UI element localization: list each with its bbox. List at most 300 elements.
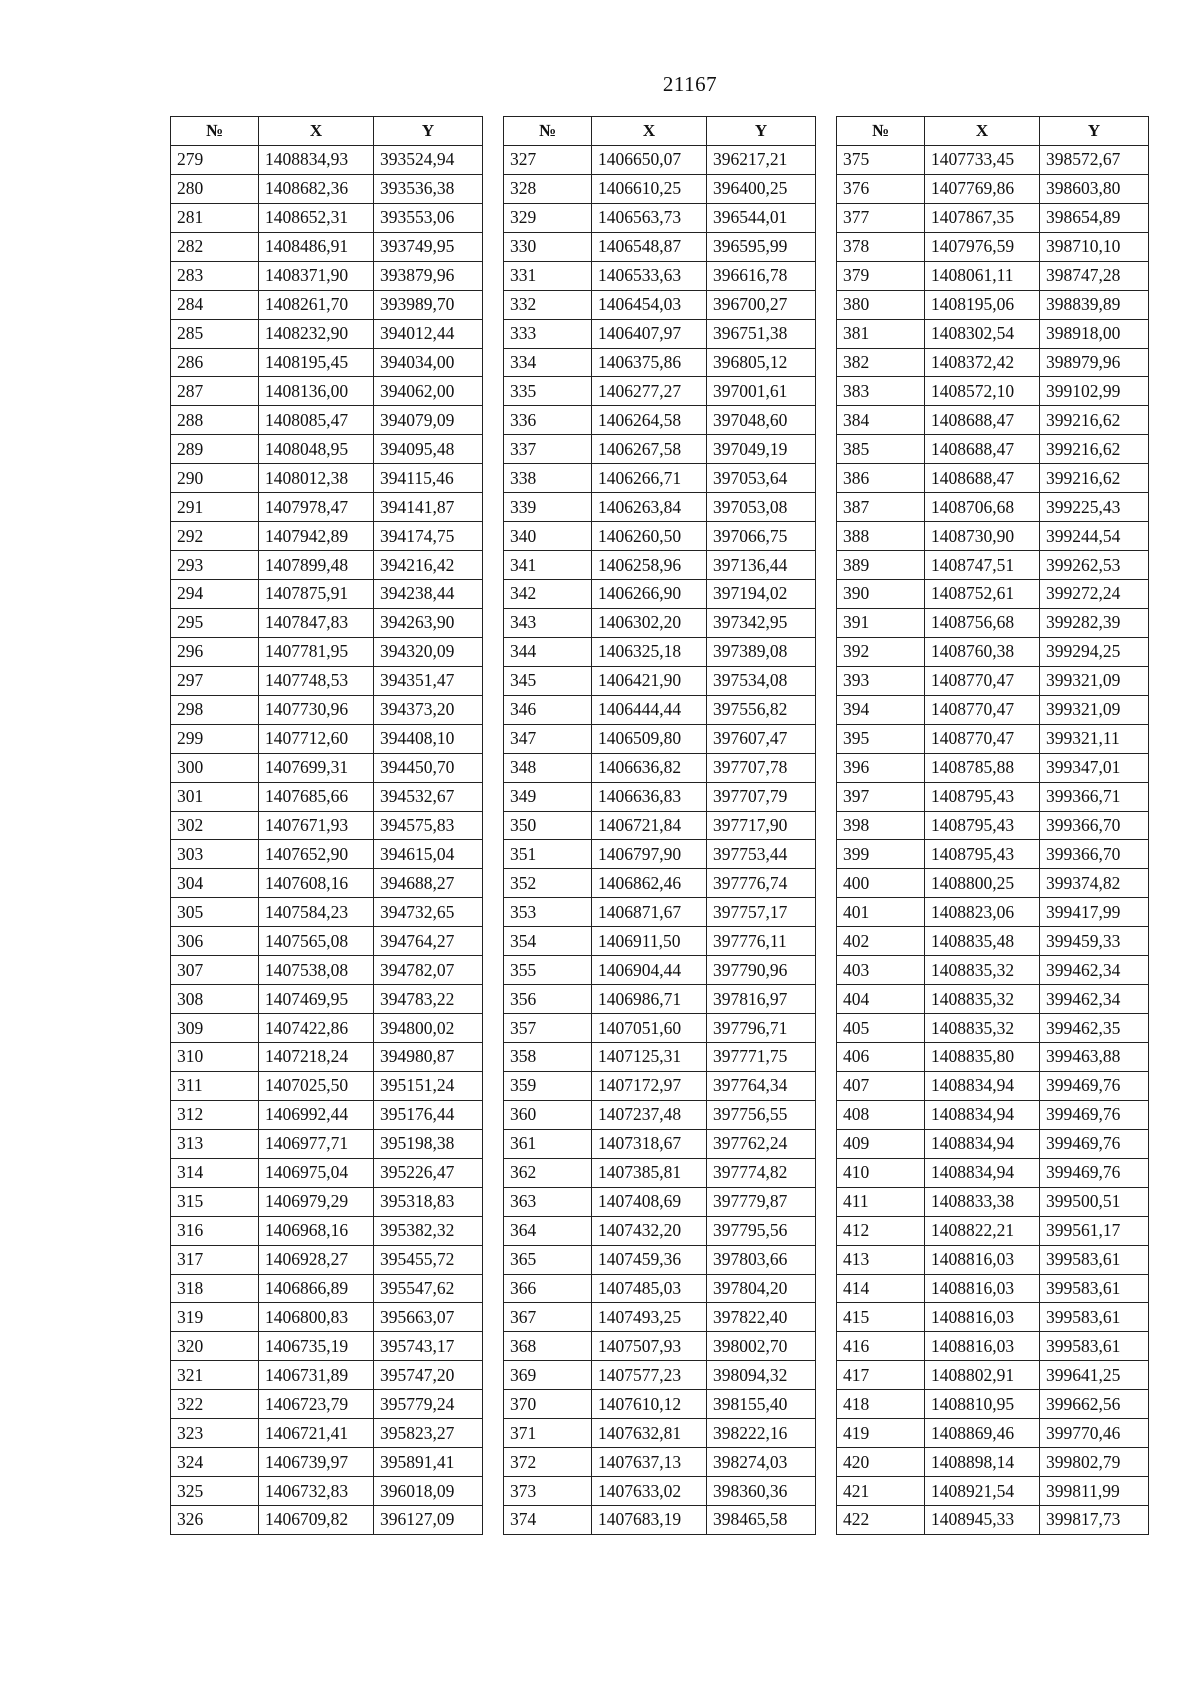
cell-y: 397822,40 bbox=[707, 1303, 816, 1332]
cell-x: 1407632,81 bbox=[592, 1419, 707, 1448]
table-row bbox=[504, 811, 816, 840]
table-row bbox=[504, 290, 816, 319]
cell-x: 1408760,38 bbox=[925, 637, 1040, 666]
cell-x: 1408012,38 bbox=[259, 464, 374, 493]
cell-number: 333 bbox=[504, 319, 592, 348]
table-row bbox=[504, 608, 816, 637]
cell-y: 399321,09 bbox=[1040, 666, 1149, 695]
cell-y: 399321,11 bbox=[1040, 724, 1149, 753]
cell-number: 398 bbox=[837, 811, 925, 840]
cell-number: 375 bbox=[837, 145, 925, 174]
cell-y: 398155,40 bbox=[707, 1390, 816, 1419]
cell-y: 396217,21 bbox=[707, 145, 816, 174]
cell-y: 399272,24 bbox=[1040, 580, 1149, 609]
table-row bbox=[504, 956, 816, 985]
cell-y: 394174,75 bbox=[374, 522, 483, 551]
table-row bbox=[171, 145, 483, 174]
table-row bbox=[171, 637, 483, 666]
cell-x: 1408195,06 bbox=[925, 290, 1040, 319]
cell-y: 399583,61 bbox=[1040, 1274, 1149, 1303]
cell-number: 405 bbox=[837, 1014, 925, 1043]
cell-x: 1406797,90 bbox=[592, 840, 707, 869]
cell-x: 1406739,97 bbox=[259, 1448, 374, 1477]
cell-number: 283 bbox=[171, 261, 259, 290]
table-row bbox=[837, 261, 1149, 290]
cell-x: 1407712,60 bbox=[259, 724, 374, 753]
cell-number: 387 bbox=[837, 493, 925, 522]
cell-x: 1408770,47 bbox=[925, 695, 1040, 724]
cell-number: 345 bbox=[504, 666, 592, 695]
table-row bbox=[171, 464, 483, 493]
table-row bbox=[171, 406, 483, 435]
table-row bbox=[504, 695, 816, 724]
cell-x: 1408085,47 bbox=[259, 406, 374, 435]
cell-y: 397707,79 bbox=[707, 782, 816, 811]
table-row bbox=[171, 666, 483, 695]
table-row bbox=[837, 1274, 1149, 1303]
cell-y: 399462,35 bbox=[1040, 1014, 1149, 1043]
table-row bbox=[171, 1071, 483, 1100]
cell-y: 397389,08 bbox=[707, 637, 816, 666]
cell-x: 1406563,73 bbox=[592, 203, 707, 232]
table-row bbox=[837, 1245, 1149, 1274]
cell-y: 394800,02 bbox=[374, 1014, 483, 1043]
cell-y: 396018,09 bbox=[374, 1477, 483, 1506]
table-row bbox=[171, 1448, 483, 1477]
cell-y: 399366,70 bbox=[1040, 811, 1149, 840]
cell-x: 1408816,03 bbox=[925, 1274, 1040, 1303]
cell-x: 1408136,00 bbox=[259, 377, 374, 406]
table-row bbox=[504, 406, 816, 435]
cell-y: 393553,06 bbox=[374, 203, 483, 232]
table-row bbox=[504, 1477, 816, 1506]
cell-x: 1408770,47 bbox=[925, 666, 1040, 695]
cell-number: 352 bbox=[504, 869, 592, 898]
cell-y: 394373,20 bbox=[374, 695, 483, 724]
cell-number: 422 bbox=[837, 1506, 925, 1535]
cell-number: 358 bbox=[504, 1043, 592, 1072]
table-row bbox=[837, 956, 1149, 985]
table-row bbox=[504, 1274, 816, 1303]
cell-number: 296 bbox=[171, 637, 259, 666]
table-row bbox=[837, 203, 1149, 232]
cell-x: 1406325,18 bbox=[592, 637, 707, 666]
table-row bbox=[504, 1100, 816, 1129]
cell-y: 396127,09 bbox=[374, 1506, 483, 1535]
cell-x: 1406992,44 bbox=[259, 1100, 374, 1129]
cell-number: 403 bbox=[837, 956, 925, 985]
cell-x: 1406258,96 bbox=[592, 551, 707, 580]
cell-x: 1406862,46 bbox=[592, 869, 707, 898]
cell-x: 1406721,41 bbox=[259, 1419, 374, 1448]
table-row bbox=[171, 377, 483, 406]
cell-y: 394034,00 bbox=[374, 348, 483, 377]
cell-number: 316 bbox=[171, 1216, 259, 1245]
table-row bbox=[171, 1477, 483, 1506]
cell-y: 399469,76 bbox=[1040, 1100, 1149, 1129]
cell-number: 330 bbox=[504, 232, 592, 261]
cell-y: 397342,95 bbox=[707, 608, 816, 637]
cell-number: 368 bbox=[504, 1332, 592, 1361]
cell-number: 410 bbox=[837, 1158, 925, 1187]
cell-x: 1406302,20 bbox=[592, 608, 707, 637]
cell-x: 1406721,84 bbox=[592, 811, 707, 840]
cell-number: 417 bbox=[837, 1361, 925, 1390]
cell-number: 407 bbox=[837, 1071, 925, 1100]
cell-number: 337 bbox=[504, 435, 592, 464]
table-row bbox=[504, 261, 816, 290]
cell-x: 1408795,43 bbox=[925, 840, 1040, 869]
table-row bbox=[171, 290, 483, 319]
cell-y: 398710,10 bbox=[1040, 232, 1149, 261]
column-header-y: Y bbox=[1040, 117, 1149, 146]
cell-x: 1406928,27 bbox=[259, 1245, 374, 1274]
cell-x: 1407538,08 bbox=[259, 956, 374, 985]
cell-x: 1408833,38 bbox=[925, 1187, 1040, 1216]
cell-number: 386 bbox=[837, 464, 925, 493]
cell-x: 1406277,27 bbox=[592, 377, 707, 406]
table-row bbox=[504, 1158, 816, 1187]
cell-y: 397556,82 bbox=[707, 695, 816, 724]
table-row bbox=[837, 406, 1149, 435]
table-row bbox=[837, 522, 1149, 551]
table-row bbox=[504, 1419, 816, 1448]
table-row bbox=[504, 666, 816, 695]
cell-number: 291 bbox=[171, 493, 259, 522]
table-row bbox=[837, 927, 1149, 956]
table-row bbox=[171, 1216, 483, 1245]
cell-y: 399102,99 bbox=[1040, 377, 1149, 406]
cell-number: 413 bbox=[837, 1245, 925, 1274]
cell-number: 308 bbox=[171, 985, 259, 1014]
table-row bbox=[837, 1129, 1149, 1158]
cell-x: 1406264,58 bbox=[592, 406, 707, 435]
table-row bbox=[171, 811, 483, 840]
cell-number: 414 bbox=[837, 1274, 925, 1303]
cell-number: 357 bbox=[504, 1014, 592, 1043]
cell-x: 1406731,89 bbox=[259, 1361, 374, 1390]
cell-number: 390 bbox=[837, 580, 925, 609]
cell-x: 1408785,88 bbox=[925, 753, 1040, 782]
table-row bbox=[837, 464, 1149, 493]
table-row bbox=[171, 232, 483, 261]
table-row bbox=[837, 348, 1149, 377]
cell-y: 398839,89 bbox=[1040, 290, 1149, 319]
cell-x: 1408816,03 bbox=[925, 1245, 1040, 1274]
table-row bbox=[504, 724, 816, 753]
table-row bbox=[171, 753, 483, 782]
table-row bbox=[504, 1129, 816, 1158]
cell-number: 313 bbox=[171, 1129, 259, 1158]
cell-x: 1406977,71 bbox=[259, 1129, 374, 1158]
cell-number: 379 bbox=[837, 261, 925, 290]
cell-number: 280 bbox=[171, 174, 259, 203]
coordinates-table-3 bbox=[836, 116, 1149, 1535]
cell-y: 397757,17 bbox=[707, 898, 816, 927]
cell-number: 304 bbox=[171, 869, 259, 898]
cell-number: 356 bbox=[504, 985, 592, 1014]
table-row bbox=[171, 1274, 483, 1303]
table-row bbox=[171, 985, 483, 1014]
table-row bbox=[837, 782, 1149, 811]
cell-y: 398654,89 bbox=[1040, 203, 1149, 232]
table-row bbox=[171, 522, 483, 551]
cell-x: 1408835,32 bbox=[925, 1014, 1040, 1043]
cell-number: 281 bbox=[171, 203, 259, 232]
cell-number: 341 bbox=[504, 551, 592, 580]
cell-x: 1407608,16 bbox=[259, 869, 374, 898]
table-row bbox=[837, 1187, 1149, 1216]
cell-x: 1407584,23 bbox=[259, 898, 374, 927]
table-row bbox=[171, 203, 483, 232]
cell-number: 362 bbox=[504, 1158, 592, 1187]
cell-number: 331 bbox=[504, 261, 592, 290]
cell-x: 1406732,83 bbox=[259, 1477, 374, 1506]
table-row bbox=[837, 608, 1149, 637]
table-row bbox=[171, 1361, 483, 1390]
table-row bbox=[504, 232, 816, 261]
cell-number: 339 bbox=[504, 493, 592, 522]
cell-x: 1408795,43 bbox=[925, 811, 1040, 840]
cell-y: 397790,96 bbox=[707, 956, 816, 985]
cell-y: 396700,27 bbox=[707, 290, 816, 319]
table-row bbox=[171, 1043, 483, 1072]
cell-number: 294 bbox=[171, 580, 259, 609]
cell-y: 397194,02 bbox=[707, 580, 816, 609]
cell-number: 322 bbox=[171, 1390, 259, 1419]
table-row bbox=[171, 724, 483, 753]
cell-y: 396400,25 bbox=[707, 174, 816, 203]
cell-y: 399817,73 bbox=[1040, 1506, 1149, 1535]
cell-x: 1408802,91 bbox=[925, 1361, 1040, 1390]
table-row bbox=[171, 174, 483, 203]
cell-x: 1407172,97 bbox=[592, 1071, 707, 1100]
cell-number: 315 bbox=[171, 1187, 259, 1216]
cell-number: 365 bbox=[504, 1245, 592, 1274]
table-row bbox=[837, 1303, 1149, 1332]
cell-x: 1406968,16 bbox=[259, 1216, 374, 1245]
cell-x: 1406375,86 bbox=[592, 348, 707, 377]
cell-number: 377 bbox=[837, 203, 925, 232]
table-header-row bbox=[504, 117, 816, 146]
cell-y: 399347,01 bbox=[1040, 753, 1149, 782]
cell-y: 399583,61 bbox=[1040, 1303, 1149, 1332]
table-row bbox=[171, 1419, 483, 1448]
cell-number: 402 bbox=[837, 927, 925, 956]
cell-x: 1408688,47 bbox=[925, 435, 1040, 464]
cell-y: 394615,04 bbox=[374, 840, 483, 869]
cell-x: 1406533,63 bbox=[592, 261, 707, 290]
cell-x: 1408823,06 bbox=[925, 898, 1040, 927]
table-row bbox=[837, 1390, 1149, 1419]
cell-y: 397776,74 bbox=[707, 869, 816, 898]
cell-number: 343 bbox=[504, 608, 592, 637]
cell-y: 394095,48 bbox=[374, 435, 483, 464]
cell-number: 309 bbox=[171, 1014, 259, 1043]
cell-y: 399469,76 bbox=[1040, 1158, 1149, 1187]
cell-x: 1408688,47 bbox=[925, 464, 1040, 493]
cell-y: 399462,34 bbox=[1040, 985, 1149, 1014]
table-row bbox=[171, 1129, 483, 1158]
cell-y: 399374,82 bbox=[1040, 869, 1149, 898]
cell-number: 361 bbox=[504, 1129, 592, 1158]
table-row bbox=[171, 1158, 483, 1187]
cell-y: 394115,46 bbox=[374, 464, 483, 493]
cell-number: 380 bbox=[837, 290, 925, 319]
cell-x: 1407408,69 bbox=[592, 1187, 707, 1216]
cell-y: 395176,44 bbox=[374, 1100, 483, 1129]
cell-y: 397136,44 bbox=[707, 551, 816, 580]
cell-y: 395455,72 bbox=[374, 1245, 483, 1274]
cell-x: 1408810,95 bbox=[925, 1390, 1040, 1419]
cell-y: 398603,80 bbox=[1040, 174, 1149, 203]
table-row bbox=[171, 898, 483, 927]
cell-number: 372 bbox=[504, 1448, 592, 1477]
cell-x: 1407683,19 bbox=[592, 1506, 707, 1535]
cell-number: 320 bbox=[171, 1332, 259, 1361]
cell-number: 409 bbox=[837, 1129, 925, 1158]
cell-x: 1406509,80 bbox=[592, 724, 707, 753]
table-row bbox=[171, 1506, 483, 1535]
table-row bbox=[837, 1014, 1149, 1043]
cell-x: 1408770,47 bbox=[925, 724, 1040, 753]
cell-y: 398094,32 bbox=[707, 1361, 816, 1390]
cell-x: 1407507,93 bbox=[592, 1332, 707, 1361]
cell-x: 1407432,20 bbox=[592, 1216, 707, 1245]
table-row bbox=[504, 637, 816, 666]
cell-y: 395743,17 bbox=[374, 1332, 483, 1361]
cell-x: 1406266,90 bbox=[592, 580, 707, 609]
cell-y: 399262,53 bbox=[1040, 551, 1149, 580]
cell-x: 1407685,66 bbox=[259, 782, 374, 811]
cell-x: 1408834,93 bbox=[259, 145, 374, 174]
cell-x: 1407976,59 bbox=[925, 232, 1040, 261]
cell-y: 397048,60 bbox=[707, 406, 816, 435]
cell-y: 395663,07 bbox=[374, 1303, 483, 1332]
cell-y: 398274,03 bbox=[707, 1448, 816, 1477]
cell-x: 1407633,02 bbox=[592, 1477, 707, 1506]
table-row bbox=[504, 319, 816, 348]
cell-y: 395226,47 bbox=[374, 1158, 483, 1187]
cell-x: 1407493,25 bbox=[592, 1303, 707, 1332]
cell-y: 396805,12 bbox=[707, 348, 816, 377]
cell-x: 1408800,25 bbox=[925, 869, 1040, 898]
cell-number: 303 bbox=[171, 840, 259, 869]
cell-number: 289 bbox=[171, 435, 259, 464]
cell-y: 394532,67 bbox=[374, 782, 483, 811]
cell-number: 349 bbox=[504, 782, 592, 811]
cell-x: 1408869,46 bbox=[925, 1419, 1040, 1448]
cell-x: 1406866,89 bbox=[259, 1274, 374, 1303]
cell-y: 393536,38 bbox=[374, 174, 483, 203]
cell-number: 288 bbox=[171, 406, 259, 435]
cell-y: 395382,32 bbox=[374, 1216, 483, 1245]
cell-y: 395779,24 bbox=[374, 1390, 483, 1419]
cell-x: 1406709,82 bbox=[259, 1506, 374, 1535]
cell-number: 297 bbox=[171, 666, 259, 695]
cell-number: 324 bbox=[171, 1448, 259, 1477]
cell-x: 1407051,60 bbox=[592, 1014, 707, 1043]
cell-y: 397762,24 bbox=[707, 1129, 816, 1158]
table-row bbox=[837, 1100, 1149, 1129]
cell-x: 1407422,86 bbox=[259, 1014, 374, 1043]
table-row bbox=[837, 1419, 1149, 1448]
cell-number: 382 bbox=[837, 348, 925, 377]
cell-number: 418 bbox=[837, 1390, 925, 1419]
table-row bbox=[837, 319, 1149, 348]
cell-number: 393 bbox=[837, 666, 925, 695]
page-number: 21167 bbox=[662, 72, 718, 96]
cell-number: 412 bbox=[837, 1216, 925, 1245]
cell-y: 399294,25 bbox=[1040, 637, 1149, 666]
cell-y: 398572,67 bbox=[1040, 145, 1149, 174]
cell-x: 1406454,03 bbox=[592, 290, 707, 319]
cell-x: 1408756,68 bbox=[925, 608, 1040, 637]
cell-x: 1407125,31 bbox=[592, 1043, 707, 1072]
cell-number: 389 bbox=[837, 551, 925, 580]
table-row bbox=[837, 666, 1149, 695]
table-row bbox=[837, 1361, 1149, 1390]
table-row bbox=[171, 1390, 483, 1419]
cell-number: 312 bbox=[171, 1100, 259, 1129]
table-row bbox=[837, 377, 1149, 406]
table-row bbox=[171, 1100, 483, 1129]
cell-x: 1406871,67 bbox=[592, 898, 707, 927]
cell-x: 1408486,91 bbox=[259, 232, 374, 261]
table-row bbox=[504, 1071, 816, 1100]
cell-number: 397 bbox=[837, 782, 925, 811]
cell-y: 399417,99 bbox=[1040, 898, 1149, 927]
cell-y: 394012,44 bbox=[374, 319, 483, 348]
cell-number: 400 bbox=[837, 869, 925, 898]
table-row bbox=[171, 1187, 483, 1216]
cell-number: 298 bbox=[171, 695, 259, 724]
cell-number: 293 bbox=[171, 551, 259, 580]
table-row bbox=[504, 145, 816, 174]
cell-y: 397607,47 bbox=[707, 724, 816, 753]
cell-y: 399583,61 bbox=[1040, 1245, 1149, 1274]
table-row bbox=[837, 1477, 1149, 1506]
cell-number: 311 bbox=[171, 1071, 259, 1100]
cell-number: 347 bbox=[504, 724, 592, 753]
cell-x: 1407781,95 bbox=[259, 637, 374, 666]
cell-number: 408 bbox=[837, 1100, 925, 1129]
table-row bbox=[171, 319, 483, 348]
cell-number: 355 bbox=[504, 956, 592, 985]
cell-number: 411 bbox=[837, 1187, 925, 1216]
cell-x: 1406444,44 bbox=[592, 695, 707, 724]
table-row bbox=[504, 1303, 816, 1332]
cell-x: 1408747,51 bbox=[925, 551, 1040, 580]
cell-y: 396544,01 bbox=[707, 203, 816, 232]
table-row bbox=[171, 580, 483, 609]
table-row bbox=[504, 1014, 816, 1043]
cell-x: 1407652,90 bbox=[259, 840, 374, 869]
cell-y: 399366,70 bbox=[1040, 840, 1149, 869]
cell-number: 325 bbox=[171, 1477, 259, 1506]
cell-number: 307 bbox=[171, 956, 259, 985]
table-row bbox=[837, 637, 1149, 666]
cell-x: 1407769,86 bbox=[925, 174, 1040, 203]
cell-y: 397001,61 bbox=[707, 377, 816, 406]
cell-number: 385 bbox=[837, 435, 925, 464]
cell-number: 378 bbox=[837, 232, 925, 261]
table-row bbox=[504, 435, 816, 464]
cell-y: 394079,09 bbox=[374, 406, 483, 435]
table-row bbox=[171, 608, 483, 637]
table-row bbox=[504, 1187, 816, 1216]
cell-y: 394320,09 bbox=[374, 637, 483, 666]
